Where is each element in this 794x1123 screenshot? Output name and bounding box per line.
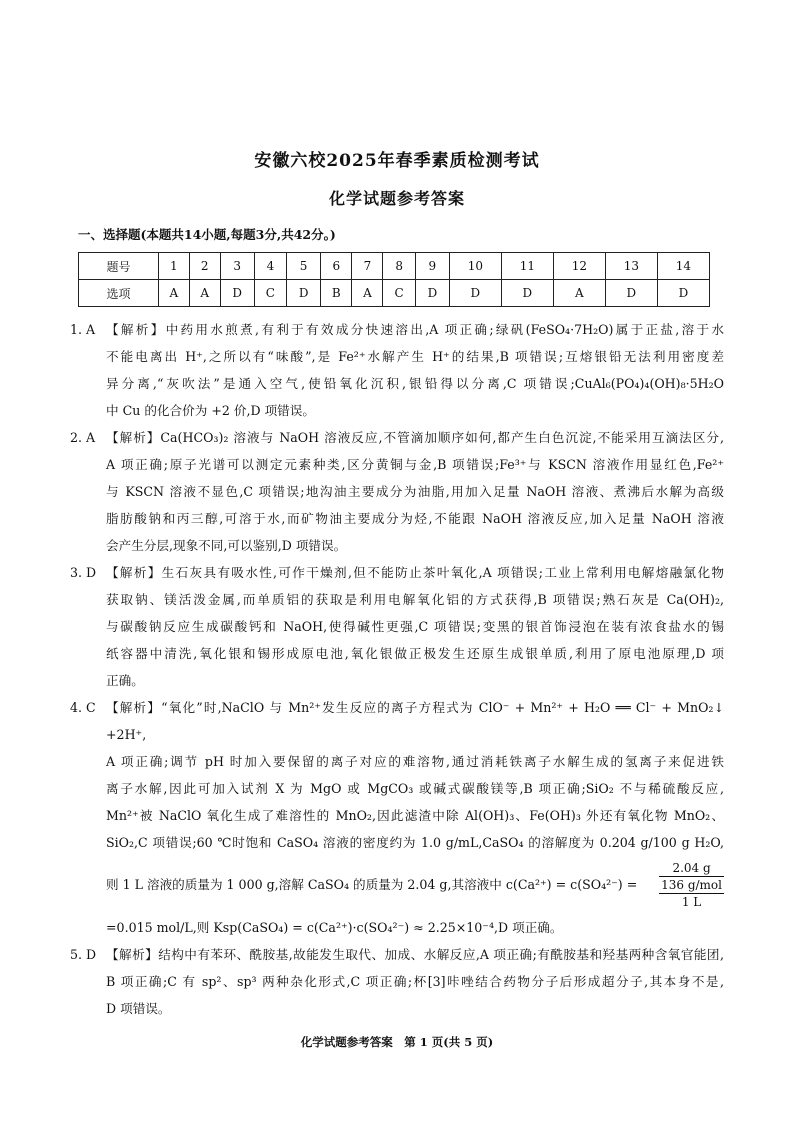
answer-item xyxy=(70,424,724,559)
question-number: 14 xyxy=(657,253,709,280)
explanation-line: 离子水解,因此可加入试剂 X 为 MgO 或 MgCO₃ 或碱式碳酸镁等,B 项正确;SiO₂ 不与稀硫酸反应, xyxy=(106,781,724,796)
explanation-line: 脂肪酸钠和丙三醇,可溶于水,而矿物油主要成分为烃,不能跟 NaOH 溶液反应,加入足量 NaOH 溶液 xyxy=(106,511,724,526)
explanation-line: 【解析】中药用水煎煮,有利于有效成分快速溶出,A 项正确;绿矾(FeSO₄·7H₂O)属于正盐,溶于水 xyxy=(106,322,724,337)
fraction-numerator: 2.04 g xyxy=(659,860,724,877)
answer-cell: D xyxy=(220,280,254,307)
question-number: 9 xyxy=(415,253,449,280)
answer-cell: D xyxy=(605,280,657,307)
answer-item xyxy=(70,559,724,694)
fraction-denominator: 1 L xyxy=(681,895,702,909)
question-number: 2 xyxy=(189,253,220,280)
question-number: 12 xyxy=(553,253,605,280)
item-number: 2. A xyxy=(70,430,96,445)
explanation-line: 【解析】“氧化”时,NaClO 与 Mn²⁺发生反应的离子方程式为 ClO⁻ + Mn²⁺ + H₂O ══ Cl⁻ + MnO₂↓ +2H⁺, xyxy=(106,700,724,742)
row-label: 题号 xyxy=(79,253,159,280)
explanation-line: 【解析】生石灰具有吸水性,可作干燥剂,但不能防止茶叶氧化,A 项错误;工业上常利用电解熔融氯化物 xyxy=(106,565,724,580)
question-number: 3 xyxy=(220,253,254,280)
fraction xyxy=(659,860,724,910)
exam-title: 安徽六校2025年春季素质检测考试 xyxy=(254,151,540,171)
answer-item xyxy=(70,694,724,941)
fraction-inner-denominator: 136 g/mol xyxy=(661,878,722,892)
question-number: 6 xyxy=(321,253,352,280)
answer-cell: A xyxy=(553,280,605,307)
answer-item xyxy=(70,316,724,424)
answer-item xyxy=(70,941,724,1022)
explanation-line: 与碳酸钠反应生成碳酸钙和 NaOH,使得碱性更强,C 项错误;变黑的银首饰浸泡在装有浓食盐水的锡 xyxy=(106,619,724,634)
item-number: 3. D xyxy=(70,565,97,580)
answer-subtitle: 化学试题参考答案 xyxy=(328,189,465,208)
question-number: 10 xyxy=(449,253,501,280)
explanation-line: 获取钠、镁活泼金属,而单质铝的获取是利用电解氧化铝的方式获得,B 项错误;熟石灰是 Ca(OH)₂, xyxy=(106,592,724,607)
answer-cell: D xyxy=(415,280,449,307)
explanation-line: 【解析】Ca(HCO₃)₂ 溶液与 NaOH 溶液反应,不管滴加顺序如何,都产生白色沉淀,不能采用互滴法区分, xyxy=(106,430,724,445)
answer-cell: C xyxy=(254,280,287,307)
section-heading: 一、选择题(本题共14小题,每题3分,共42分。) xyxy=(78,227,336,242)
question-number: 7 xyxy=(352,253,383,280)
answer-row xyxy=(79,280,710,307)
explanation-line: 与 KSCN 溶液不显色,C 项错误;地沟油主要成分为油脂,用加入足量 NaOH 溶液、煮沸后水解为高级 xyxy=(106,484,724,499)
answer-cell: D xyxy=(501,280,553,307)
item-number: 1. A xyxy=(70,322,96,337)
explanation-line: A 项正确;调节 pH 时加入要保留的离子对应的难溶物,通过消耗铁离子水解生成的氢离子来促进铁 xyxy=(106,754,724,769)
explanation-line: 异分离,“灰吹法”是通入空气,使铅氧化沉积,银铅得以分离,C 项错误;CuAl₆(PO₄)₄(OH)₈·5H₂O xyxy=(106,376,724,391)
answer-cell: D xyxy=(449,280,501,307)
answer-cell: A xyxy=(352,280,383,307)
answer-table xyxy=(78,252,710,307)
answer-cell: C xyxy=(383,280,416,307)
answer-cell: A xyxy=(189,280,220,307)
question-number: 5 xyxy=(287,253,321,280)
question-number: 4 xyxy=(254,253,287,280)
explanation-line: 纸容器中清洗,氧化银和锡形成原电池,氧化银做正极发生还原生成银单质,利用了原电池原理,D 项 xyxy=(106,646,724,661)
question-number: 8 xyxy=(383,253,416,280)
item-body xyxy=(106,424,724,559)
question-number: 13 xyxy=(605,253,657,280)
explanation-line: 正确。 xyxy=(106,673,144,688)
item-body xyxy=(106,316,724,424)
answer-cell: A xyxy=(158,280,189,307)
explanation-line: 不能电离出 H⁺,之所以有“味酸”,是 Fe²⁺水解产生 H⁺的结果,B 项错误;互熔银铅无法利用密度差 xyxy=(106,349,724,364)
item-body xyxy=(106,941,724,1022)
explanation-line: 【解析】结构中有苯环、酰胺基,故能发生取代、加成、水解反应,A 项正确;有酰胺基和羟基两种含氧官能团, xyxy=(106,947,724,962)
question-number-row xyxy=(79,253,710,280)
explanation-line: A 项正确;原子光谱可以测定元素种类,区分黄铜与金,B 项错误;Fe³⁺与 KSCN 溶液作用显红色,Fe²⁺ xyxy=(106,457,724,472)
explanation-line: Mn²⁺被 NaClO 氧化生成了难溶性的 MnO₂,因此滤渣中除 Al(OH)₃、Fe(OH)₃ 外还有氧化物 MnO₂、 xyxy=(106,808,724,823)
explanation-line: D 项错误。 xyxy=(106,1001,171,1016)
explanation-line: 会产生分层,现象不同,可以鉴别,D 项错误。 xyxy=(106,538,347,553)
item-number: 5. D xyxy=(70,947,97,962)
item-body xyxy=(106,694,724,941)
explanation-line: =0.015 mol/L,则 Ksp(CaSO₄) = c(Ca²⁺)·c(SO₄²⁻) ≈ 2.25×10⁻⁴,D 项正确。 xyxy=(106,920,563,935)
explanations xyxy=(70,316,724,1022)
explanation-line: B 项正确;C 有 sp²、sp³ 两种杂化形式,C 项正确;杯[3]咔唑结合药物分子后形成超分子,其本身不是, xyxy=(106,974,724,989)
question-number: 1 xyxy=(158,253,189,280)
fraction-line xyxy=(106,856,724,914)
row-label: 选项 xyxy=(79,280,159,307)
item-body xyxy=(106,559,724,694)
page-footer: 化学试题参考答案 第 1 页(共 5 页) xyxy=(300,1035,494,1049)
explanation-line: 中 Cu 的化合价为 +2 价,D 项错误。 xyxy=(106,403,315,418)
item-number: 4. C xyxy=(70,700,96,715)
answer-cell: B xyxy=(321,280,352,307)
answer-cell: D xyxy=(657,280,709,307)
explanation-line: SiO₂,C 项错误;60 ℃时饱和 CaSO₄ 溶液的密度约为 1.0 g/mL,CaSO₄ 的溶解度为 0.204 g/100 g H₂O, xyxy=(106,835,724,850)
content-flow xyxy=(70,316,724,1050)
answer-cell: D xyxy=(287,280,321,307)
question-number: 11 xyxy=(501,253,553,280)
fraction-prefix: 则 1 L 溶液的质量为 1 000 g,溶解 CaSO₄ 的质量为 2.04 g,其溶液中 c(Ca²⁺) = c(SO₄²⁻) = xyxy=(106,877,638,892)
